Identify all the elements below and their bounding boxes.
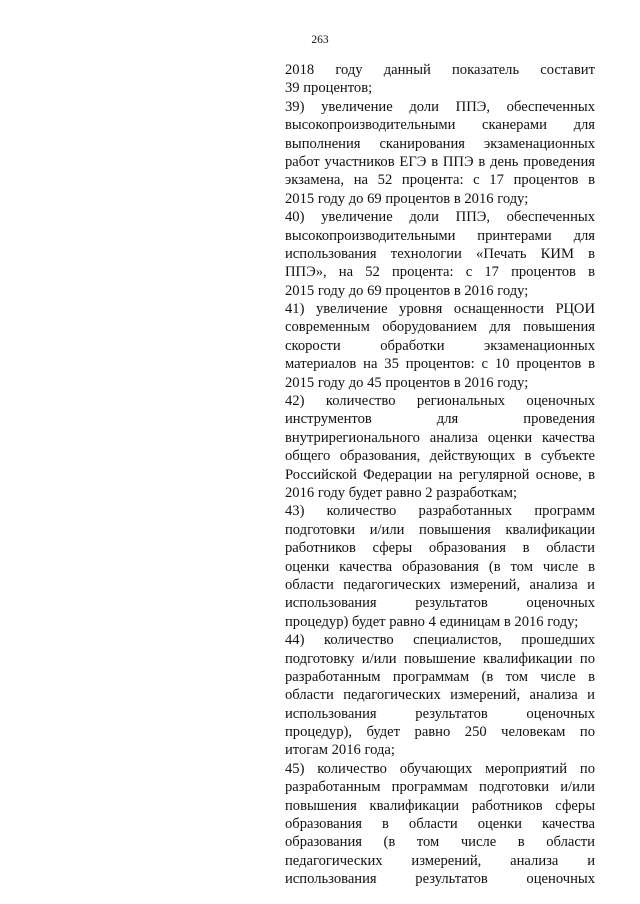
text-line: высокопроизводительными принтерами для — [285, 227, 595, 244]
text-line: использования результатов оценочных — [285, 871, 595, 888]
text-line: разработанным программам подготовки и/или — [285, 779, 595, 796]
text-line: 43) количество разработанных программ — [285, 503, 595, 520]
text-line: процедур), будет равно 250 человекам по — [285, 724, 595, 741]
text-line: 2016 году будет равно 2 разработкам; — [285, 484, 518, 501]
text-line: 39 процентов; — [285, 80, 373, 97]
text-line: выполнения сканирования экзаменационных — [285, 135, 595, 152]
text-line: высокопроизводительными сканерами для — [285, 117, 595, 134]
text-line: 39) увеличение доли ППЭ, обеспеченных — [285, 98, 595, 115]
text-line: оценки качества образования (в том числе в — [285, 558, 595, 575]
text-line: инструментов для проведения — [285, 411, 595, 428]
text-line: 2015 году до 45 процентов в 2016 году; — [285, 374, 529, 391]
text-line: педагогических измерений, анализа и — [285, 852, 595, 869]
text-line: ППЭ», на 52 процента: с 17 процентов в — [285, 264, 595, 281]
text-line: 42) количество региональных оценочных — [285, 393, 595, 410]
text-line: внутрирегионального анализа оценки качества — [285, 429, 595, 446]
text-line: использования технологии «Печать КИМ в — [285, 245, 595, 262]
text-line: 2018 году данный показатель составит — [285, 62, 595, 78]
text-line: образования (в том числе в области — [285, 834, 595, 851]
text-line: образования в области оценки качества — [285, 816, 595, 833]
text-line: работников сферы образования в области — [285, 540, 595, 557]
text-line: подготовку и/или повышение квалификации по — [285, 650, 595, 667]
text-line: повышения квалификации работников сферы — [285, 797, 595, 814]
text-line: 41) увеличение уровня оснащенности РЦОИ — [285, 301, 595, 318]
text-line: общего образования, действующих в субъекте — [285, 448, 595, 465]
text-line: использования результатов оценочных — [285, 705, 595, 722]
body-text-column — [285, 61, 595, 889]
text-line: 45) количество обучающих мероприятий по — [285, 760, 595, 777]
text-line: работ участников ЕГЭ в ППЭ в день проведения — [285, 153, 595, 170]
text-line: области педагогических измерений, анализа и — [285, 687, 595, 704]
text-line: разработанным программам (в том числе в — [285, 668, 595, 685]
text-line: итогам 2016 года; — [285, 742, 395, 759]
text-line: подготовки и/или повышения квалификации — [285, 521, 595, 538]
page-number: 263 — [311, 34, 329, 46]
text-line: использования результатов оценочных — [285, 595, 595, 612]
text-line: экзамена, на 52 процента: с 17 процентов в — [285, 172, 595, 189]
text-line: скорости обработки экзаменационных — [285, 337, 595, 354]
text-line: 2015 году до 69 процентов в 2016 году; — [285, 282, 529, 299]
text-line: процедур) будет равно 4 единицам в 2016 году; — [285, 613, 579, 630]
text-line: области педагогических измерений, анализа и — [285, 576, 595, 593]
text-line: материалов на 35 процентов: с 10 процентов в — [285, 356, 595, 373]
text-line: 44) количество специалистов, прошедших — [285, 632, 595, 649]
text-line: 2015 году до 69 процентов в 2016 году; — [285, 190, 529, 207]
text-line: современным оборудованием для повышения — [285, 319, 595, 336]
text-line: Российской Федерации на регулярной основе, в — [285, 466, 595, 483]
text-line: 40) увеличение доли ППЭ, обеспеченных — [285, 209, 595, 226]
